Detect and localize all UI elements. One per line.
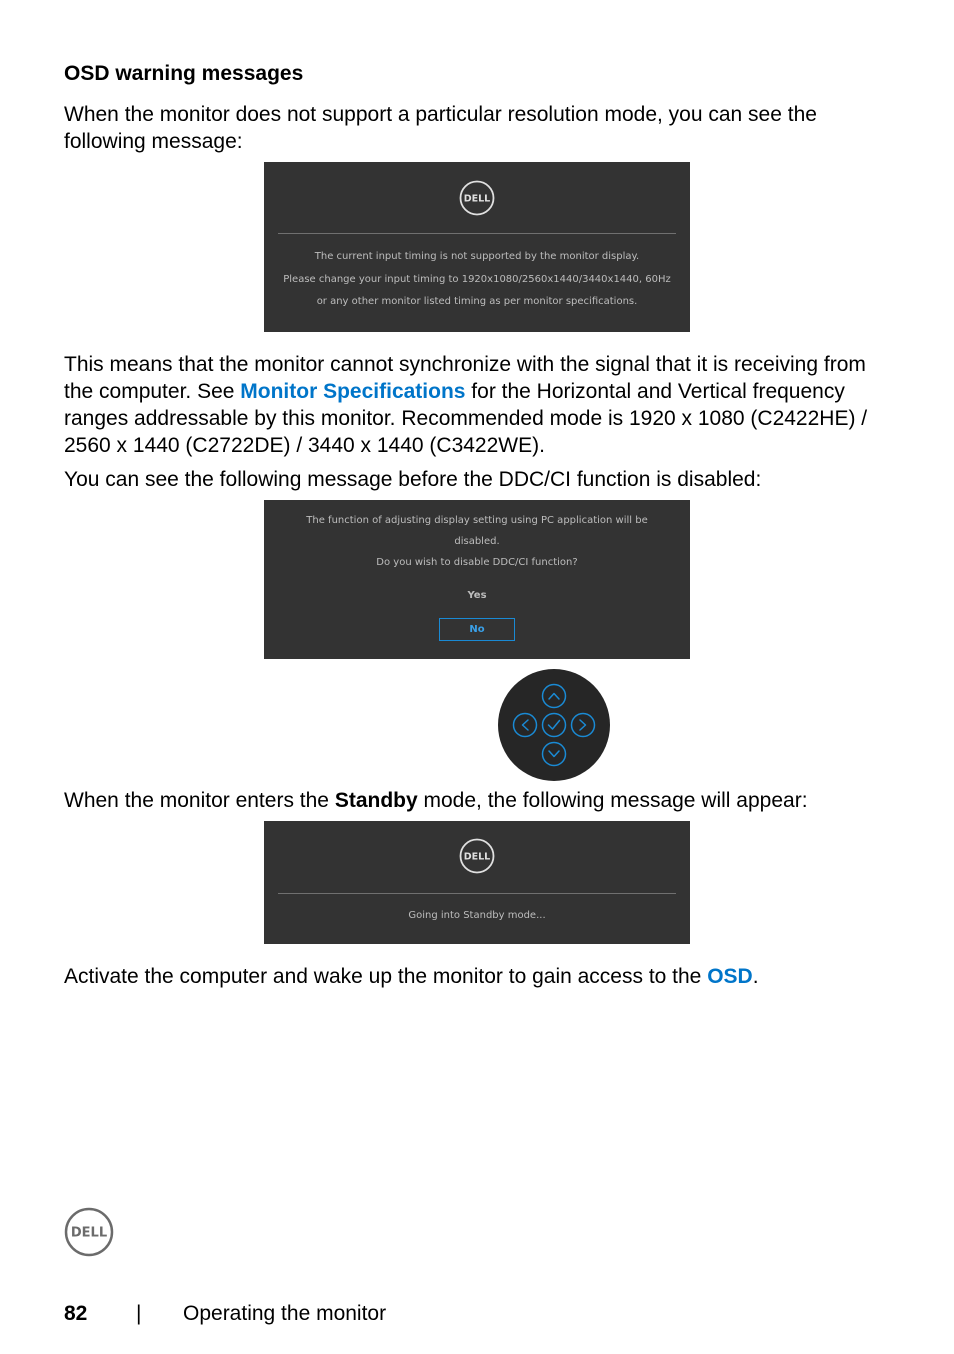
svg-text:DELL: DELL: [70, 1225, 108, 1241]
osd-message-line: The function of adjusting display setting using PC application will be: [306, 515, 648, 526]
osd-divider: [278, 893, 676, 894]
recommended-mode: 1920 x 1080 (C2422HE) / 2560 x 1440 (C2722DE) / 3440 x 1440 (C3422WE): [64, 407, 868, 457]
osd-message-line: Do you wish to disable DDC/CI function?: [376, 557, 578, 568]
osd-link[interactable]: OSD: [707, 965, 753, 988]
monitor-specifications-link[interactable]: Monitor Specifications: [240, 380, 466, 403]
intro-paragraph: When the monitor does not support a particular resolution mode, you can see the following message:: [64, 103, 817, 153]
activate-paragraph: Activate the computer and wake up the monitor to gain access to the OSD.: [64, 965, 759, 988]
section-heading: OSD warning messages: [64, 62, 304, 85]
svg-text:DELL: DELL: [463, 193, 491, 205]
osd-ddcci-disable-dialog: [264, 500, 690, 659]
osd-message-line: or any other monitor listed timing as per monitor specifications.: [316, 296, 638, 307]
osd-message-line: Going into Standby mode...: [408, 910, 546, 921]
osd-unsupported-timing-message: [264, 162, 690, 332]
footer-section-title: Operating the monitor: [183, 1302, 387, 1325]
yes-option[interactable]: Yes: [467, 590, 487, 601]
svg-text:DELL: DELL: [463, 851, 491, 863]
osd-message-line: Please change your input timing to 1920x1080/2560x1440/3440x1440, 60Hz: [283, 274, 671, 285]
osd-message-line: disabled.: [454, 536, 500, 547]
footer-separator: |: [136, 1302, 142, 1325]
joystick-control: [497, 668, 611, 782]
osd-message-line: The current input timing is not supported by the monitor display.: [314, 251, 640, 262]
ddcci-paragraph: You can see the following message before the DDC/CI function is disabled:: [64, 468, 762, 491]
standby-paragraph: When the monitor enters the Standby mode, the following message will appear:: [64, 789, 808, 812]
osd-standby-message: [264, 821, 690, 944]
dell-footer-logo-icon: [64, 1207, 114, 1257]
dell-logo-icon: [459, 180, 495, 216]
osd-divider: [278, 233, 676, 234]
no-option[interactable]: No: [439, 618, 515, 641]
dell-logo-icon: [459, 838, 495, 874]
sync-paragraph: This means that the monitor cannot synchronize with the signal that it is receiving from the computer. See Monitor Specifications for the Horizontal and Vertical frequency ranges addressable by this monitor. Recommended mode is 1920 x 1080 (C2422HE) / 2560 x 1440 (C2722DE) / 3440 x 1440 (C3422WE).: [64, 353, 868, 457]
page-number: 82: [64, 1302, 88, 1325]
